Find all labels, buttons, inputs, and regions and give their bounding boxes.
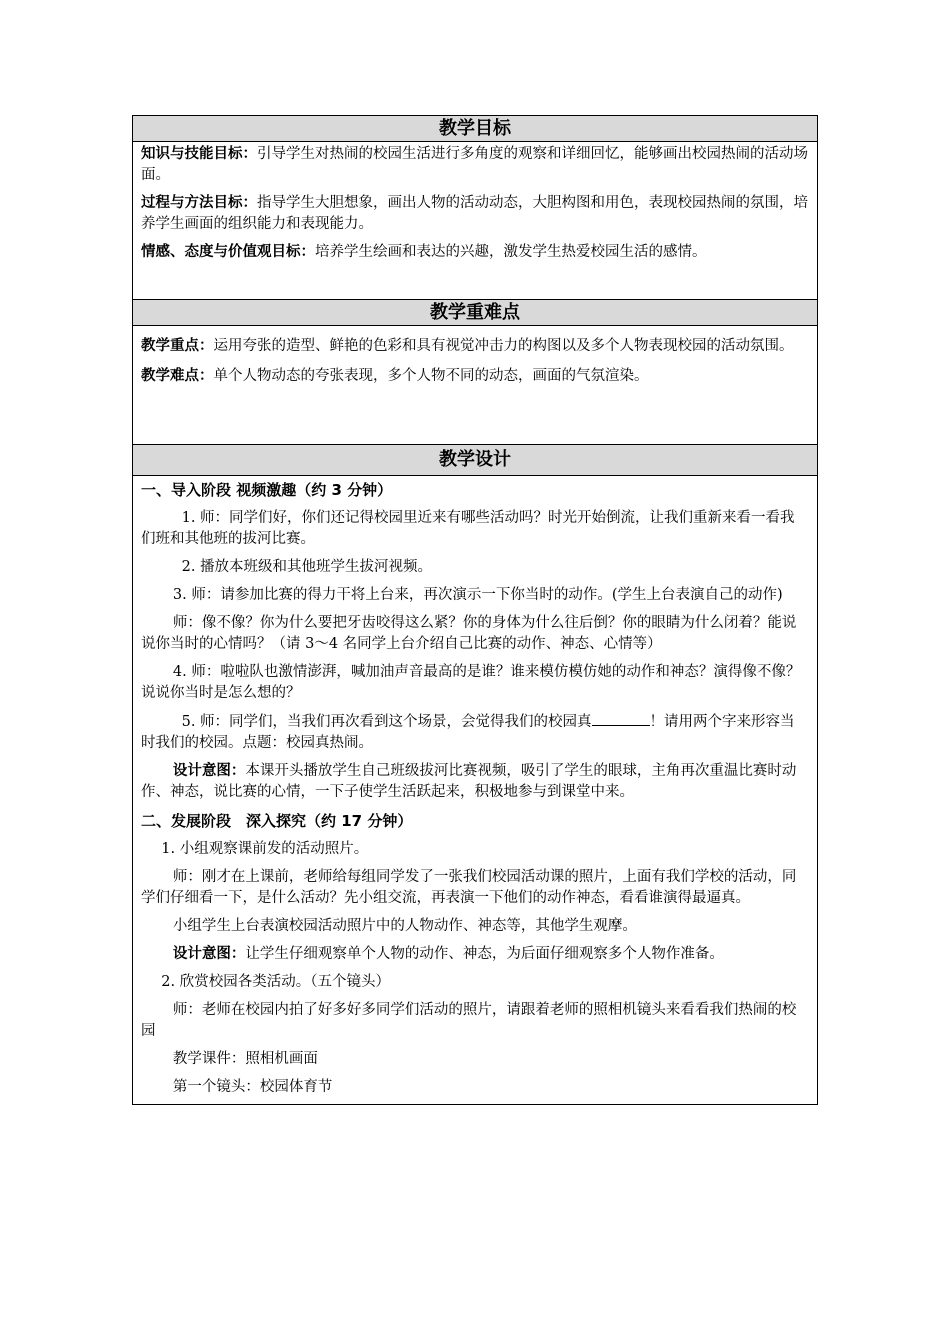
section-header-key-points: 教学重难点 xyxy=(133,300,817,326)
fill-blank xyxy=(592,711,650,726)
step-3: 3. 师：请参加比赛的得力干将上台来，再次演示一下你当时的动作。(学生上台表演自己的动作) xyxy=(172,587,783,603)
objective-knowledge: 知识与技能目标：引导学生对热闹的校园生活进行多角度的观察和详细回忆，能够画出校园热闹的活动场面。 xyxy=(141,146,808,183)
section-header-design: 教学设计 xyxy=(133,445,817,476)
difficult-point: 教学难点：单个人物动态的夸张表现，多个人物不同的动态，画面的气氛渲染。 xyxy=(141,368,649,384)
stage2-heading: 二、发展阶段 深入探究（约 17 分钟） xyxy=(141,812,413,830)
step-2-2: 2. 欣赏校园各类活动。（五个镜头） xyxy=(161,974,390,990)
stage1-heading: 一、导入阶段 视频激趣（约 3 分钟） xyxy=(141,481,393,499)
key-points-cell xyxy=(133,326,817,445)
objective-process: 过程与方法目标：指导学生大胆想象，画出人物的活动动态，大胆构图和用色，表现校园热闹的氛围，培养学生画面的组织能力和表现能力。 xyxy=(141,195,808,232)
lesson-plan-table xyxy=(132,115,818,1105)
step-5: 5. 师：同学们，当我们再次看到这个场景，会觉得我们的校园真 ！请用两个字来形容当时我们的校园。点题：校园真热闹。 xyxy=(141,711,809,754)
step-1: 1. 师：同学们好，你们还记得校园里近来有哪些活动吗？时光开始倒流，让我们重新来看一看我们班和其他班的拔河比赛。 xyxy=(141,510,795,547)
design-intent-1: 设计意图：本课开头播放学生自己班级拔河比赛视频，吸引了学生的眼球，主角再次重温比赛时动作、神态，说比赛的心情，一下子使学生活跃起来，积极地参与到课堂中来。 xyxy=(141,763,797,800)
section-header-objectives: 教学目标 xyxy=(133,116,817,142)
teacher-question: 师：像不像？你为什么要把牙齿咬得这么紧？你的身体为什么往后倒？你的眼睛为什么闭着？能说说你当时的心情吗？（请 3～4 名同学上台介绍自己比赛的动作、神态、心情等） xyxy=(141,615,797,652)
step-2-1: 1. 小组观察课前发的活动照片。 xyxy=(161,841,369,857)
first-shot: 第一个镜头：校园体育节 xyxy=(172,1079,333,1095)
teacher-instruction: 师：刚才在上课前，老师给每组同学发了一张我们校园活动课的照片，上面有我们学校的活动，同学们仔细看一下，是什么活动？先小组交流，再表演一下他们的动作神态，看看谁演得最逼真。 xyxy=(141,869,797,906)
objective-emotion: 情感、态度与价值观目标：培养学生绘画和表达的兴趣，激发学生热爱校园生活的感情。 xyxy=(141,244,707,260)
group-performance: 小组学生上台表演校园活动照片中的人物动作、神态等，其他学生观摩。 xyxy=(172,918,637,934)
step-4: 4. 师：啦啦队也激情澎湃，喊加油声音最高的是谁？谁来模仿模仿她的动作和神态？演得像不像？说说你当时是怎么想的？ xyxy=(141,664,801,701)
teacher-camera: 师：老师在校园内拍了好多好多同学们活动的照片，请跟着老师的照相机镜头来看看我们热闹的校园 xyxy=(141,1002,797,1039)
design-intent-2: 设计意图：让学生仔细观察单个人物的动作、神态，为后面仔细观察多个人物作准备。 xyxy=(172,946,724,962)
key-point: 教学重点：运用夸张的造型、鲜艳的色彩和具有视觉冲击力的构图以及多个人物表现校园的活动氛围。 xyxy=(141,338,794,354)
step-2: 2. 播放本班级和其他班学生拔河视频。 xyxy=(181,559,433,575)
design-cell xyxy=(133,476,817,1104)
courseware: 教学课件：照相机画面 xyxy=(172,1051,318,1067)
objectives-cell xyxy=(133,142,817,300)
